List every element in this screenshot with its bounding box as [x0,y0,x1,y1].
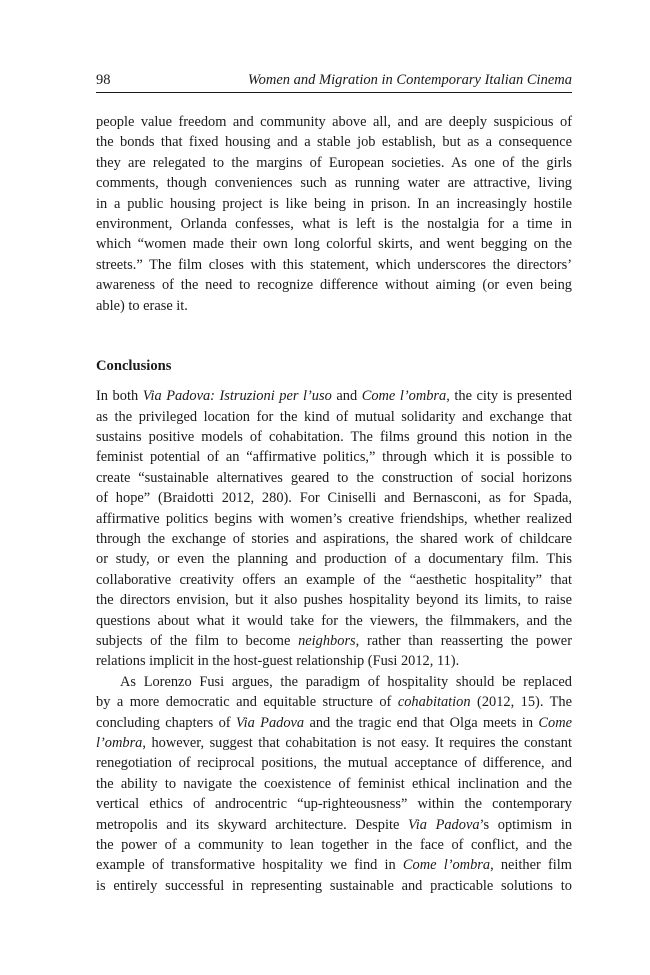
text-line: streets.” The film closes with this statement, which underscores the directors’ [96,256,572,273]
text-line: through the exchange of stories and aspirations, the shared work of childcare [96,531,572,548]
text-line: people value freedom and community above all, and are deeply suspicious of [96,114,572,130]
paragraph [96,386,572,671]
text-line: which “women made their own long colorful skirts, and went begging on the [96,236,572,253]
text-line: example of transformative hospitality we find in Come l’ombra, neither film [96,857,572,874]
film-title: Come l’ombra [402,857,491,874]
text-line: the directors envision, but it also pushes hospitality beyond its limits, to raise [96,592,572,609]
text-line: is entirely successful in representing sustainable and practicable solutions to [96,877,572,894]
page-number: 98 [96,72,111,88]
film-title: Come [538,714,572,731]
section-heading: Conclusions [96,357,172,374]
text-line: vertical ethics of androcentric “up-righteousness” within the contemporary [96,796,572,813]
paragraph [96,672,572,896]
text-line: As Lorenzo Fusi argues, the paradigm of hospitality should be replaced [120,673,572,690]
text-line: or study, or even the planning and production of a documentary film. This [96,551,572,568]
emphasis: cohabitation [397,694,471,711]
text-line: subjects of the film to become neighbors, rather than reasserting the power [96,632,572,649]
emphasis: neighbors [298,632,356,649]
film-title: Via Padova [235,714,305,731]
text-line: collaborative creativity offers an example of the “aesthetic hospitality” that [96,571,572,588]
text-line: sustains positive models of cohabitation. The films ground this notion in the [96,429,572,446]
paragraph [96,112,572,316]
running-header [96,70,572,93]
text-line: comments, though conveniences such as running water are attractive, living [96,175,572,192]
text-line: feminist potential of an “affirmative politics,” through which it is possible to [96,449,572,466]
film-title: Come l’ombra [361,388,447,405]
text-line: of hope” (Braidotti 2012, 280). For Ciniselli and Bernasconi, as for Spada, [96,490,572,507]
page-body [96,112,572,896]
film-title: Via Padova: Istruzioni per l’uso [142,388,332,405]
text-line: the power of a community to lean together in the face of conflict, and the [96,836,572,853]
text-line: l’ombra, however, suggest that cohabitation is not easy. It requires the constant [96,734,572,751]
text-line: In both Via Padova: Istruzioni per l’uso and Come l’ombra, the city is presented [96,388,572,405]
text-line: they are relegated to the margins of European societies. As one of the girls [96,154,572,171]
running-title: Women and Migration in Contemporary Italian Cinema [247,72,572,88]
text-line: able) to erase it. [96,297,188,314]
text-line: renegotiation of reciprocal positions, the mutual acceptance of difference, and [96,755,572,772]
text-line: environment, Orlanda confesses, what is left is the nostalgia for a time in [96,215,572,232]
film-title: l’ombra [96,734,143,751]
text-line: as the privileged location for the kind of mutual solidarity and exchange that [96,408,572,425]
text-line: affirmative politics begins with women’s creative friendships, whether realized [96,510,572,527]
text-line: metropolis and its skyward architecture. Despite Via Padova’s optimism in [96,816,572,833]
text-line: create “sustainable alternatives geared to the construction of social horizons [96,469,572,486]
text-line: awareness of the need to recognize difference without aiming (or even being [96,277,572,294]
text-line: by a more democratic and equitable structure of cohabitation (2012, 15). The [96,694,573,711]
text-line: concluding chapters of Via Padova and the tragic end that Olga meets in Come [96,714,572,731]
text-line: relations implicit in the host-guest relationship (Fusi 2012, 11). [96,653,460,670]
text-line: questions about what it would take for the viewers, the filmmakers, and the [96,612,572,629]
film-title: Via Padova [408,816,480,833]
text-line: in a public housing project is like being in prison. In an increasingly hostile [96,195,572,212]
text-line: the ability to navigate the coexistence of feminist ethical inclination and the [96,775,572,792]
text-line: the bonds that fixed housing and a stable job establish, but as a consequence [96,134,572,151]
